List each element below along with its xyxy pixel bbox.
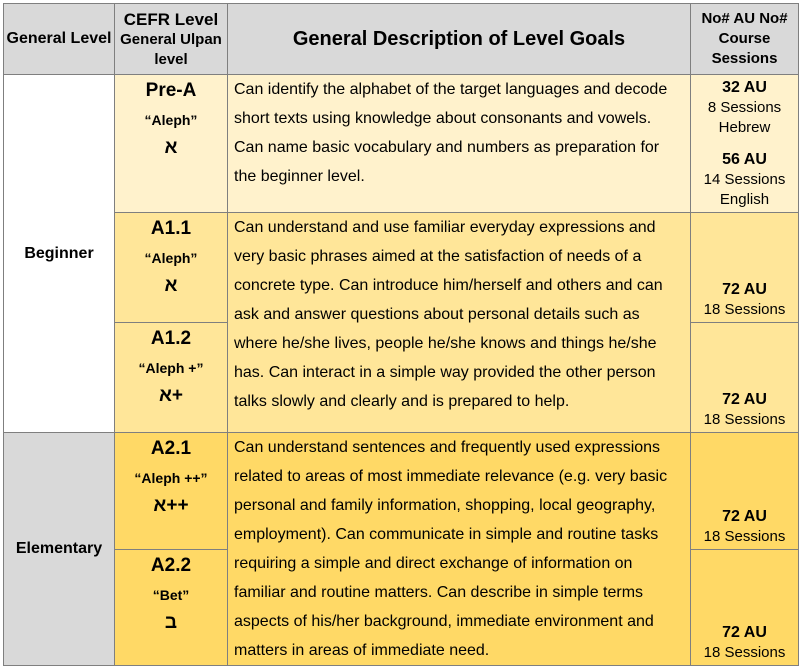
level-hebrew-letter: א bbox=[164, 137, 178, 158]
level-a1-1 bbox=[115, 213, 228, 323]
description-a1: Can understand and use familiar everyday expressions and very basic phrases aimed at the satisfaction of needs of a concrete type. Can introduce him/herself and others and can ask and answer questions about personal details such as where he/she lives, people he/she knows and things he/she has. Can interact in a simple way provided the other person talks slowly and clearly and is prepared to help. bbox=[228, 213, 691, 433]
au-pre-a bbox=[691, 75, 799, 213]
au-sessions: 18 Sessions bbox=[703, 301, 786, 318]
level-hebrew-letter: א++ bbox=[153, 495, 189, 516]
au-sessions: 18 Sessions bbox=[703, 644, 786, 661]
level-ulpan-name: “Bet” bbox=[152, 586, 190, 603]
header-general-level: General Level bbox=[4, 4, 115, 75]
level-hebrew-letter: ב bbox=[164, 611, 178, 633]
group-beginner: Beginner bbox=[4, 75, 115, 433]
group-elementary: Elementary bbox=[4, 433, 115, 666]
level-code: A2.2 bbox=[150, 554, 192, 576]
level-ulpan-name: “Aleph ++” bbox=[134, 470, 208, 486]
header-au-sessions: No# AU No# Course Sessions bbox=[691, 4, 799, 75]
au-a1-1 bbox=[691, 213, 799, 323]
row-a1-1 bbox=[4, 213, 799, 323]
au-hebrew-sessions: 8 Sessions bbox=[707, 98, 782, 116]
au-value: 72 AU bbox=[722, 507, 767, 525]
au-english-sessions: 14 Sessions bbox=[703, 170, 786, 188]
au-sessions: 18 Sessions bbox=[703, 411, 786, 428]
level-hebrew-letter: א bbox=[164, 275, 178, 296]
au-a2-1 bbox=[691, 433, 799, 550]
au-english-language: English bbox=[719, 190, 770, 208]
level-pre-a bbox=[115, 75, 228, 213]
level-ulpan-name: “Aleph” bbox=[144, 112, 198, 128]
au-english-value: 56 AU bbox=[722, 150, 767, 168]
au-a1-2 bbox=[691, 323, 799, 433]
au-hebrew-value: 32 AU bbox=[722, 78, 767, 96]
au-a2-2 bbox=[691, 549, 799, 666]
au-value: 72 AU bbox=[722, 624, 767, 641]
level-ulpan-name: “Aleph +” bbox=[138, 360, 204, 376]
au-value: 72 AU bbox=[722, 281, 767, 298]
level-code: A2.1 bbox=[150, 438, 192, 459]
level-a2-1 bbox=[115, 433, 228, 550]
au-hebrew-language: Hebrew bbox=[718, 118, 771, 136]
description-a2: Can understand sentences and frequently used expressions related to areas of most immediate relevance (e.g. very basic personal and family information, shopping, local geography, employment). Can communicate in simple and routine tasks requiring a simple and direct exchange of information on familiar and routine matters. Can describe in simple terms aspects of his/her background, immediate environment and matters in areas of immediate need. bbox=[228, 433, 691, 666]
level-hebrew-letter: א+ bbox=[158, 385, 184, 406]
header-cefr-line2: General Ulpan level bbox=[120, 30, 222, 68]
header-row bbox=[4, 4, 799, 75]
row-a2-1 bbox=[4, 433, 799, 550]
level-a2-2 bbox=[115, 549, 228, 666]
header-description: General Description of Level Goals bbox=[228, 4, 691, 75]
au-sessions: 18 Sessions bbox=[703, 527, 786, 545]
cefr-level-table bbox=[3, 3, 799, 666]
level-code: A1.2 bbox=[150, 328, 192, 349]
level-code: Pre-A bbox=[145, 80, 197, 101]
level-ulpan-name: “Aleph” bbox=[144, 250, 198, 266]
au-value: 72 AU bbox=[722, 391, 767, 408]
header-cefr-level bbox=[115, 4, 228, 75]
row-pre-a bbox=[4, 75, 799, 213]
description-pre-a: Can identify the alphabet of the target languages and decode short texts using knowledge about consonants and vowels. Can name basic vocabulary and numbers as preparation for the beginner level. bbox=[228, 75, 691, 213]
header-cefr-line1: CEFR Level bbox=[123, 9, 219, 29]
level-a1-2 bbox=[115, 323, 228, 433]
level-code: A1.1 bbox=[150, 218, 192, 239]
